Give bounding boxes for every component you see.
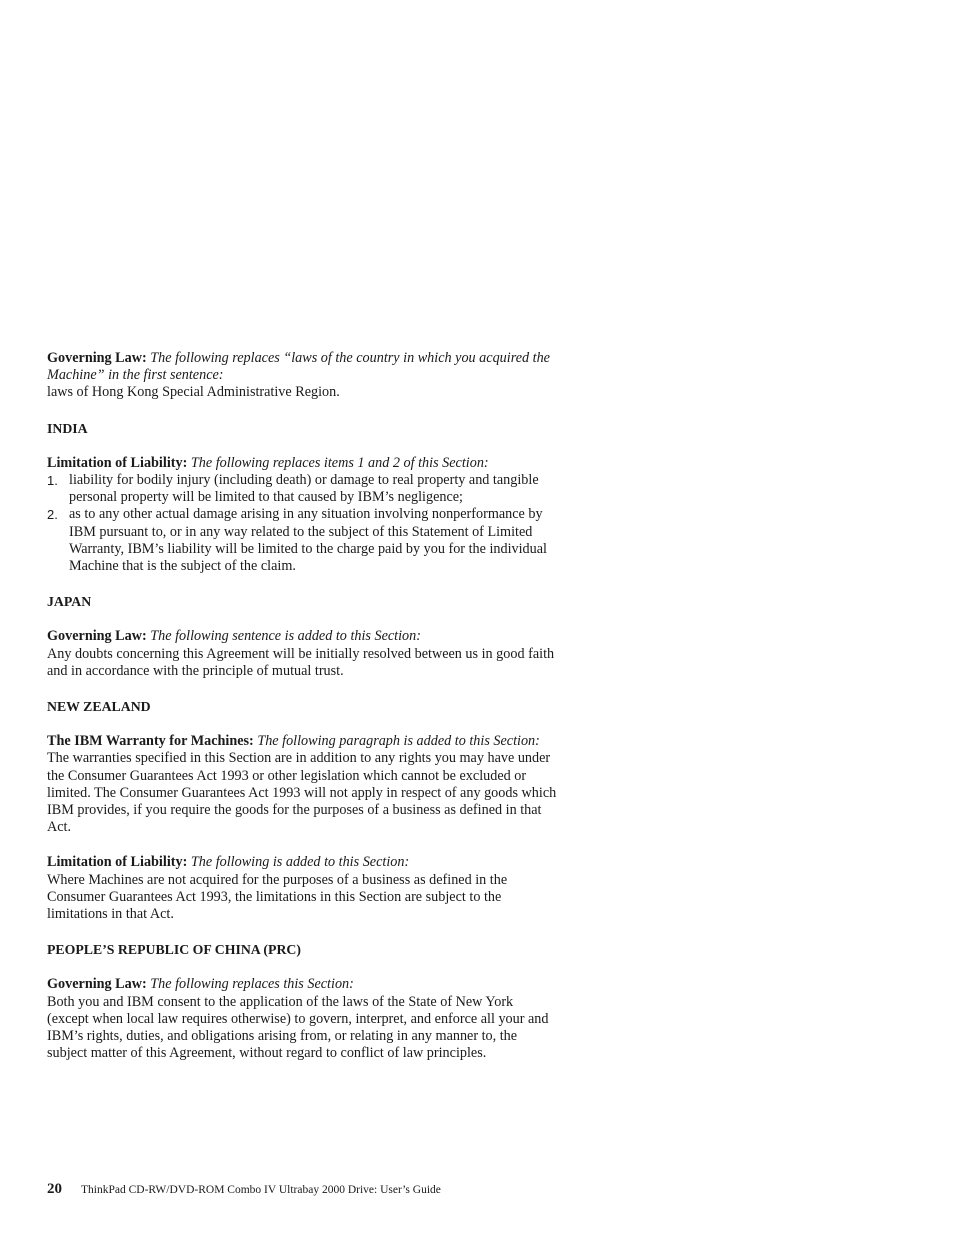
list-item-number: 2. bbox=[47, 507, 58, 523]
nz-warranty-block bbox=[47, 733, 557, 836]
india-liability-intro bbox=[47, 455, 557, 472]
prc-governing-law-label: Governing Law: bbox=[47, 976, 147, 993]
list-item bbox=[47, 506, 557, 575]
page-footer bbox=[47, 1181, 441, 1198]
prc-governing-law-text: Both you and IBM consent to the application of the laws of the State of New York (except when local law requires otherwise) to govern, interpret, and enforce all your and IBM’s rights, duties, and obligations arising from, or relating in any manner to, the subject matter of this Agreement, without regard to conflict of law principles. bbox=[47, 993, 549, 1062]
hk-governing-law-text: laws of Hong Kong Special Administrative Region. bbox=[47, 384, 340, 401]
japan-governing-law-text: Any doubts concerning this Agreement will be initially resolved between us in good faith and in accordance with the principle of mutual trust. bbox=[47, 645, 555, 679]
prc-heading: PEOPLE’S REPUBLIC OF CHINA (PRC) bbox=[47, 942, 301, 958]
hk-governing-law-intro-text: The following replaces “laws of the country in which you acquired the Machine” in the first sentence: bbox=[47, 350, 550, 384]
hk-governing-law-intro bbox=[47, 350, 557, 384]
nz-liability-text: Where Machines are not acquired for the purposes of a business as defined in the Consumer Guarantees Act 1993, the limitations in this Section are subject to the limitations in that Act. bbox=[47, 871, 508, 923]
nz-liability-label: Limitation of Liability: bbox=[47, 854, 188, 871]
nz-liability-intro-text: The following is added to this Section: bbox=[190, 854, 410, 871]
japan-governing-law-block bbox=[47, 628, 557, 680]
japan-governing-law-intro-text: The following sentence is added to this Section: bbox=[150, 628, 421, 645]
nz-warranty-text: The warranties specified in this Section are in addition to any rights you may have under the Consumer Guarantees Act 1993 or other legislation which cannot be excluded or limited. The Consumer Guarantees Act 1993 will not apply in respect of any goods which IBM provides, if you require the goods for the purposes of a business as defined in that Act. bbox=[47, 750, 557, 836]
nz-liability-intro bbox=[47, 854, 557, 871]
nz-warranty-intro-text: The following paragraph is added to this Section: bbox=[257, 733, 540, 750]
japan-governing-law-label: Governing Law: bbox=[47, 628, 147, 645]
list-item bbox=[47, 472, 557, 506]
japan-governing-law-intro bbox=[47, 628, 557, 645]
page-number: 20 bbox=[47, 1181, 62, 1197]
prc-governing-law-block bbox=[47, 976, 557, 1062]
list-item-number: 1. bbox=[47, 473, 58, 489]
hk-governing-law-block bbox=[47, 350, 557, 402]
nz-warranty-label: The IBM Warranty for Machines: bbox=[47, 733, 254, 750]
nz-warranty-intro bbox=[47, 733, 557, 750]
nz-liability-block bbox=[47, 854, 557, 923]
india-liability-intro-text: The following replaces items 1 and 2 of this Section: bbox=[190, 454, 489, 471]
hk-governing-law-label: Governing Law: bbox=[47, 350, 147, 366]
japan-heading: JAPAN bbox=[47, 594, 92, 610]
list-item-text: liability for bodily injury (including death) or damage to real property and tangible personal property will be limited to that caused by IBM’s negligence; bbox=[69, 472, 539, 506]
india-liability-block bbox=[47, 455, 557, 575]
india-heading: INDIA bbox=[47, 420, 88, 436]
nz-heading: NEW ZEALAND bbox=[47, 699, 151, 715]
india-liability-label: Limitation of Liability: bbox=[47, 454, 188, 471]
prc-governing-law-intro-text: The following replaces this Section: bbox=[150, 976, 354, 993]
book-title: ThinkPad CD-RW/DVD-ROM Combo IV Ultrabay 2000 Drive: User’s Guide bbox=[81, 1184, 441, 1196]
prc-governing-law-intro bbox=[47, 976, 557, 993]
india-liability-list bbox=[47, 472, 557, 575]
list-item-text: as to any other actual damage arising in any situation involving nonperformance by IBM pursuant to, or in any way related to the subject of this Statement of Limited Warranty, IBM’s liability will be limited to the charge paid by you for the individual Machine that is the subject of the claim. bbox=[69, 506, 547, 575]
document-body bbox=[47, 350, 557, 1063]
